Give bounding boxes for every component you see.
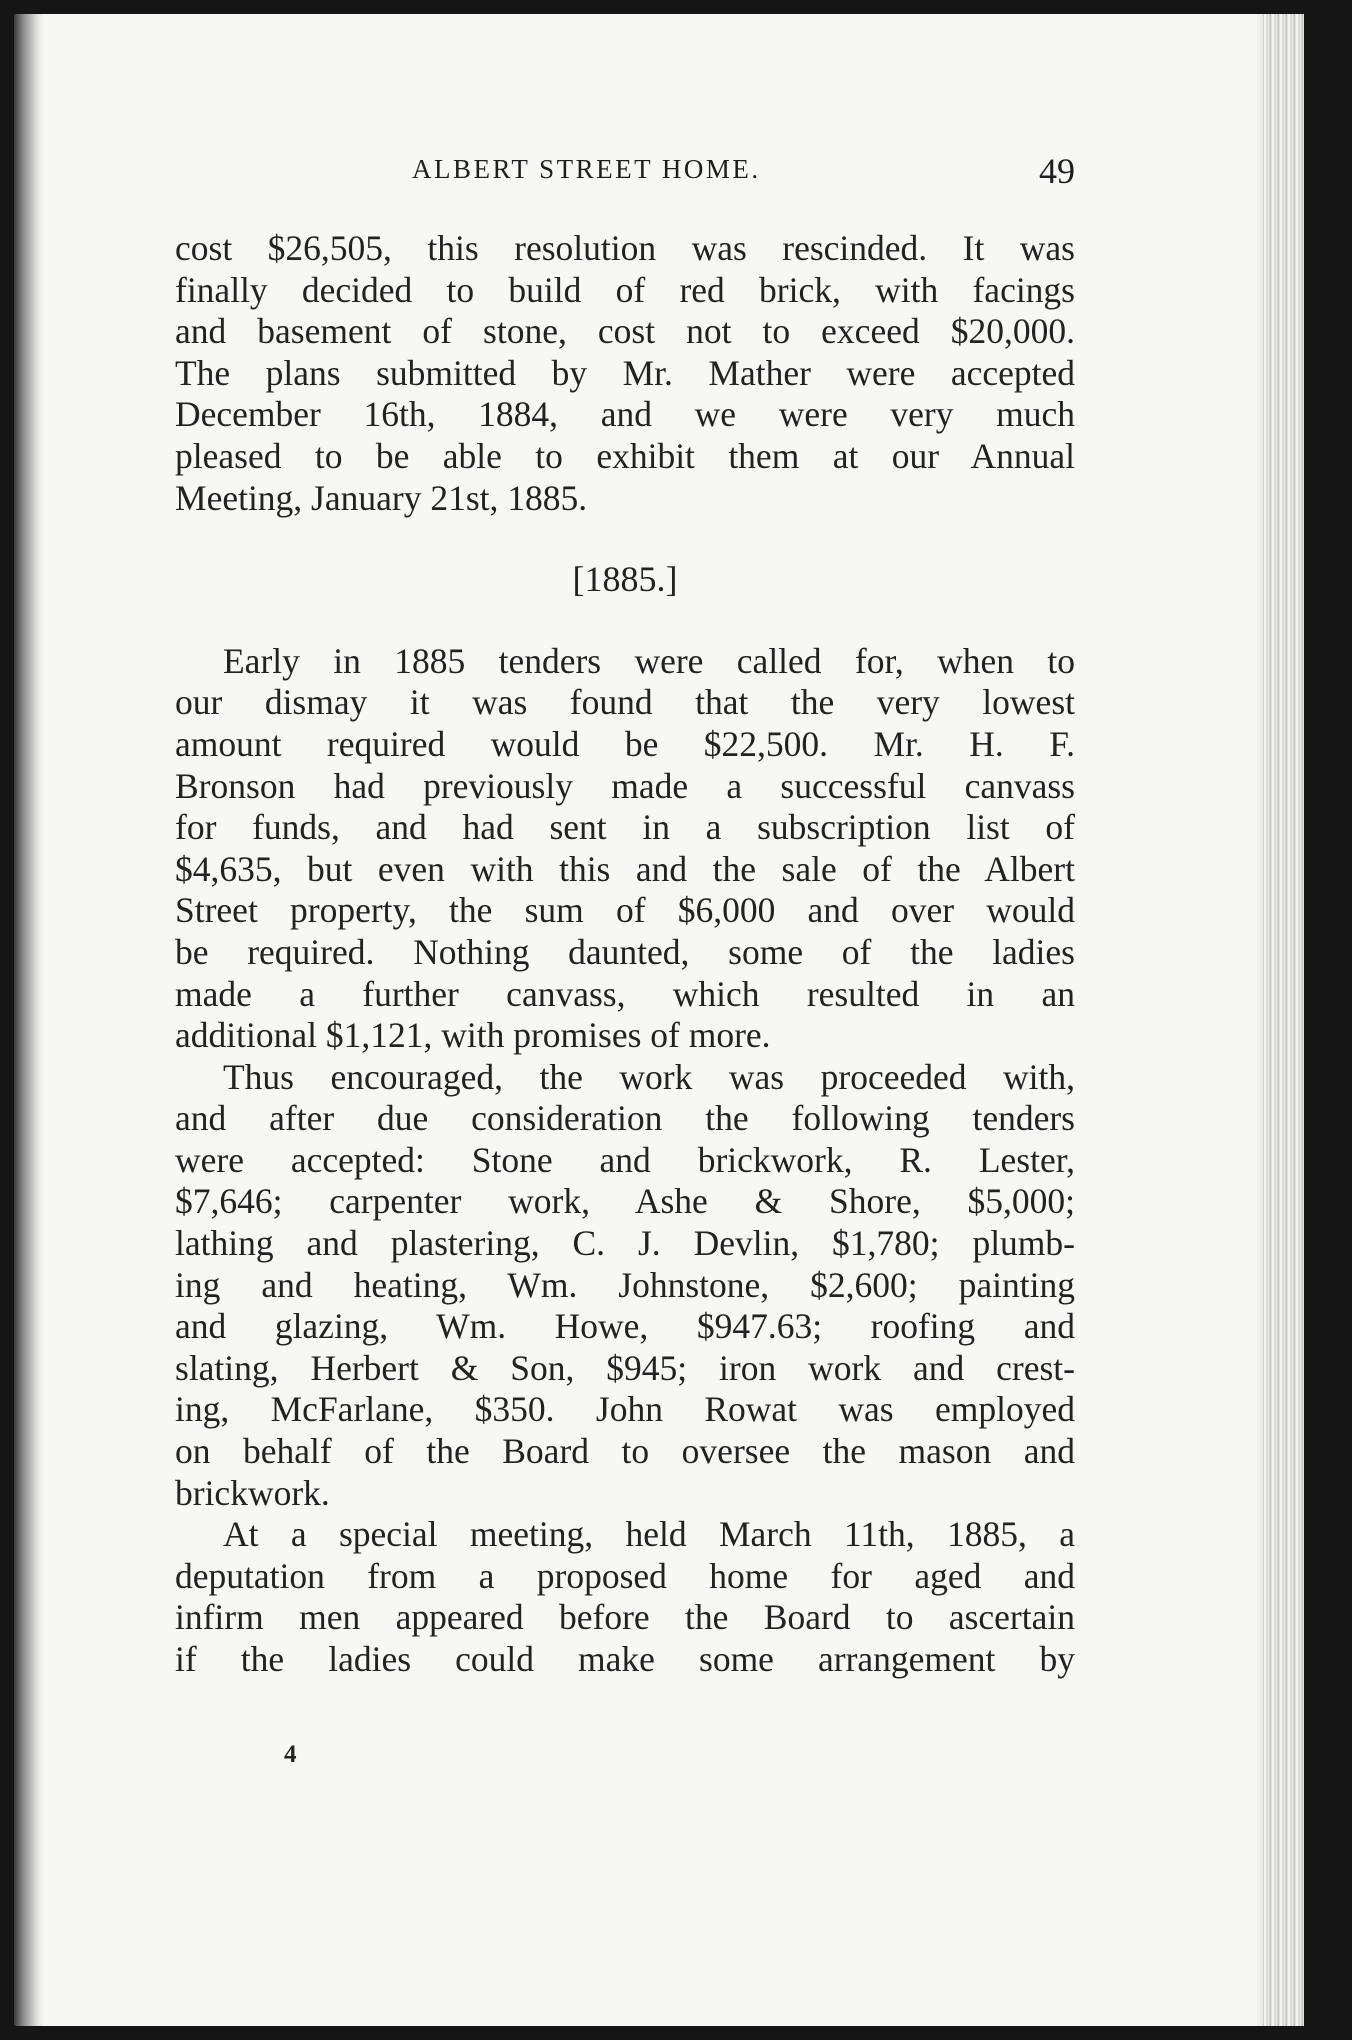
text-line: additional $1,121, with promises of more.	[175, 1015, 771, 1056]
text-line: on behalf of the Board to oversee the mason and	[175, 1431, 1075, 1472]
text-line: brickwork.	[175, 1472, 330, 1513]
text-line: lathing and plastering, C. J. Devlin, $1,780; plumb-	[175, 1223, 1075, 1264]
text-line: Bronson had previously made a successful canvass	[175, 765, 1075, 806]
running-head: ALBERT STREET HOME.	[412, 154, 761, 184]
text-line: infirm men appeared before the Board to ascertain	[175, 1597, 1075, 1638]
text-line: and basement of stone, cost not to exceed $20,000.	[175, 311, 1075, 352]
text-line: if the ladies could make some arrangement by	[175, 1639, 1075, 1679]
text-line: December 16th, 1884, and we were very much	[175, 394, 1075, 435]
paragraph-4	[175, 1514, 1075, 1680]
text-line: Thus encouraged, the work was proceeded with,	[223, 1056, 1075, 1097]
text-line: for funds, and had sent in a subscription list of	[175, 807, 1075, 848]
text-line: ing and heating, Wm. Johnstone, $2,600; painting	[175, 1264, 1075, 1305]
text-line: and glazing, Wm. Howe, $947.63; roofing and	[175, 1306, 1075, 1347]
text-line: $4,635, but even with this and the sale of the Albert	[175, 848, 1075, 889]
text-line: Meeting, January 21st, 1885.	[175, 477, 588, 518]
text-line: and after due consideration the following tenders	[175, 1098, 1075, 1139]
text-line: pleased to be able to exhibit them at our Annual	[175, 435, 1075, 476]
text-line: finally decided to build of red brick, with facings	[175, 269, 1075, 310]
text-line: were accepted: Stone and brickwork, R. Lester,	[175, 1139, 1075, 1180]
year-heading: [1885.]	[572, 559, 678, 600]
text-line: amount required would be $22,500. Mr. H. F.	[175, 723, 1075, 764]
page-header	[175, 150, 1075, 194]
text-line: deputation from a proposed home for aged and	[175, 1555, 1075, 1596]
text-line: At a special meeting, held March 11th, 1885, a	[223, 1514, 1075, 1555]
page-fore-edge	[1263, 14, 1304, 2026]
text-line: be required. Nothing daunted, some of the ladies	[175, 931, 1075, 972]
page-number: 49	[1039, 151, 1075, 191]
text-line: cost $26,505, this resolution was rescinded. It was	[175, 228, 1075, 268]
text-line: made a further canvass, which resulted in an	[175, 973, 1075, 1014]
text-line: slating, Herbert & Son, $945; iron work and crest-	[175, 1347, 1075, 1388]
text-line: $7,646; carpenter work, Ashe & Shore, $5,000;	[175, 1181, 1075, 1222]
paragraph-3	[175, 1057, 1075, 1515]
text-line: Early in 1885 tenders were called for, when to	[223, 640, 1075, 681]
page-spine-shadow	[14, 14, 44, 2026]
text-line: our dismay it was found that the very lowest	[175, 682, 1075, 723]
signature-mark: 4	[284, 1741, 297, 1768]
paragraph-2	[175, 641, 1075, 1057]
paragraph-1	[175, 228, 1075, 519]
text-line: The plans submitted by Mr. Mather were accepted	[175, 352, 1075, 393]
body-text	[175, 228, 1075, 1681]
text-line: Street property, the sum of $6,000 and over would	[175, 890, 1075, 931]
text-line: ing, McFarlane, $350. John Rowat was employed	[175, 1389, 1075, 1430]
